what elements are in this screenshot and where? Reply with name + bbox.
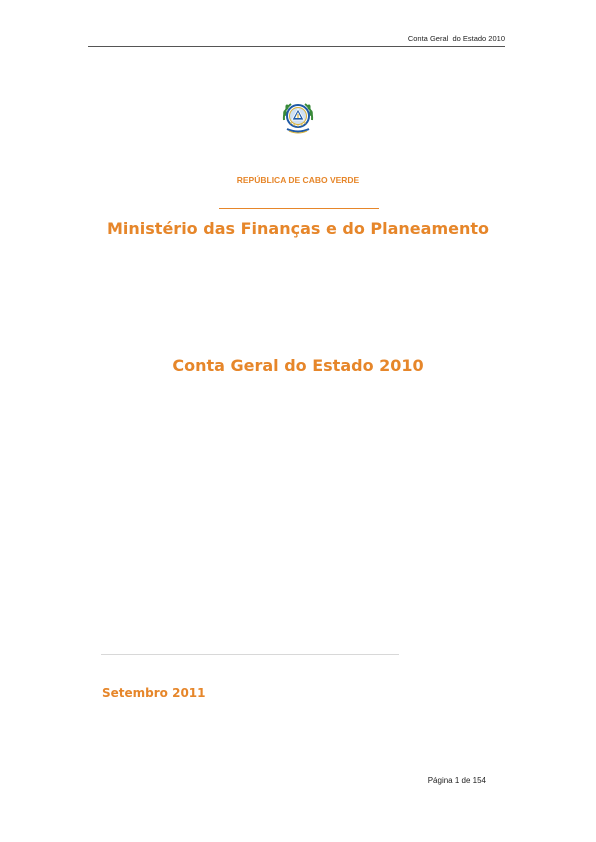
date-divider (101, 654, 399, 655)
report-title: Conta Geral do Estado 2010 (172, 356, 424, 375)
ministry-name: Ministério das Finanças e do Planeamento (107, 219, 489, 238)
republic-divider (219, 208, 379, 209)
republic-name: REPÚBLICA DE CABO VERDE (236, 175, 360, 185)
page-number: Página 1 de 154 (427, 776, 486, 785)
national-emblem-icon (279, 98, 317, 136)
header-divider (88, 46, 505, 47)
running-header-title: Conta Geral do Estado 2010 (407, 34, 505, 43)
publication-date: Setembro 2011 (102, 686, 206, 700)
